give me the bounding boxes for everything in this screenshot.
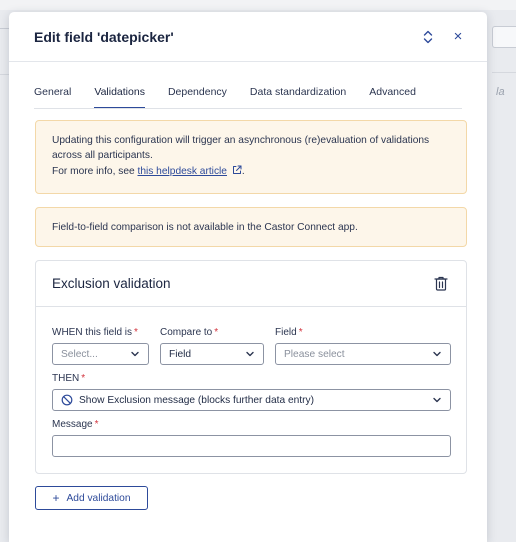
compare-select-value: Field <box>169 348 192 360</box>
info-callout-line: Updating this configuration will trigger an asynchronous (re)evaluation of validations <box>52 135 430 146</box>
warning-callout-text: Field-to-field comparison is not available in the Castor Connect app. <box>52 222 358 233</box>
field-label <box>275 327 303 338</box>
background-divider <box>0 74 9 75</box>
chevron-down-icon <box>432 349 442 359</box>
card-header <box>36 261 466 307</box>
helpdesk-link[interactable]: this helpdesk article <box>137 166 227 177</box>
message-input[interactable] <box>52 435 451 457</box>
then-select[interactable] <box>52 389 451 411</box>
field-select[interactable] <box>275 343 451 365</box>
required-marker: * <box>134 327 138 338</box>
field-select-value: Please select <box>284 348 345 360</box>
required-marker: * <box>81 373 86 384</box>
exclusion-validation-card <box>35 260 467 474</box>
warning-callout <box>35 207 467 247</box>
close-button[interactable] <box>447 26 469 48</box>
chevron-down-icon <box>130 349 140 359</box>
required-marker: * <box>298 327 303 338</box>
external-link-icon[interactable] <box>232 165 242 175</box>
when-select[interactable] <box>52 343 149 365</box>
background-input <box>492 26 516 48</box>
compare-label-text: Compare to <box>160 327 213 338</box>
required-marker: * <box>214 327 219 338</box>
tab-general[interactable]: General <box>34 86 72 98</box>
edit-field-modal <box>9 12 487 542</box>
tab-data-standardization[interactable]: Data standardization <box>249 86 347 98</box>
then-select-value: Show Exclusion message (blocks further data entry) <box>79 394 314 406</box>
background-divider <box>492 72 516 73</box>
modal-title: Edit field 'datepicker' <box>34 28 174 45</box>
ban-icon <box>61 394 73 406</box>
close-icon: × <box>453 28 463 45</box>
add-validation-button[interactable] <box>35 486 148 510</box>
tab-dependency[interactable]: Dependency <box>167 86 227 98</box>
info-callout-prefix: For more info, see <box>52 166 138 177</box>
info-callout-more <box>52 164 450 179</box>
compare-select[interactable] <box>160 343 264 365</box>
chevron-down-icon <box>432 395 442 405</box>
background-page <box>0 0 516 10</box>
field-label-text: Field <box>275 327 297 338</box>
info-callout-suffix: . <box>241 166 245 177</box>
background-divider <box>0 28 9 29</box>
when-label-text: WHEN this field is <box>52 327 133 338</box>
modal-header <box>9 12 487 62</box>
tab-validations[interactable]: Validations <box>94 86 145 108</box>
when-label <box>52 327 138 338</box>
plus-icon: + <box>52 491 60 505</box>
message-label-text: Message <box>52 419 93 430</box>
then-label <box>52 373 85 384</box>
tab-advanced[interactable]: Advanced <box>369 86 416 98</box>
background-text: la <box>496 86 505 98</box>
then-label-text: THEN <box>52 373 80 384</box>
info-callout <box>35 120 467 194</box>
tab-bar <box>34 86 462 109</box>
trash-icon[interactable] <box>432 275 450 293</box>
when-select-value: Select... <box>61 348 98 360</box>
chevron-down-icon <box>245 349 255 359</box>
add-validation-label: Add validation <box>66 492 131 504</box>
info-callout-line: across all participants. <box>52 150 153 161</box>
chevron-up-down-icon[interactable] <box>417 26 439 48</box>
card-title: Exclusion validation <box>52 276 171 291</box>
message-label <box>52 419 98 430</box>
required-marker: * <box>94 419 99 430</box>
compare-label <box>160 327 218 338</box>
